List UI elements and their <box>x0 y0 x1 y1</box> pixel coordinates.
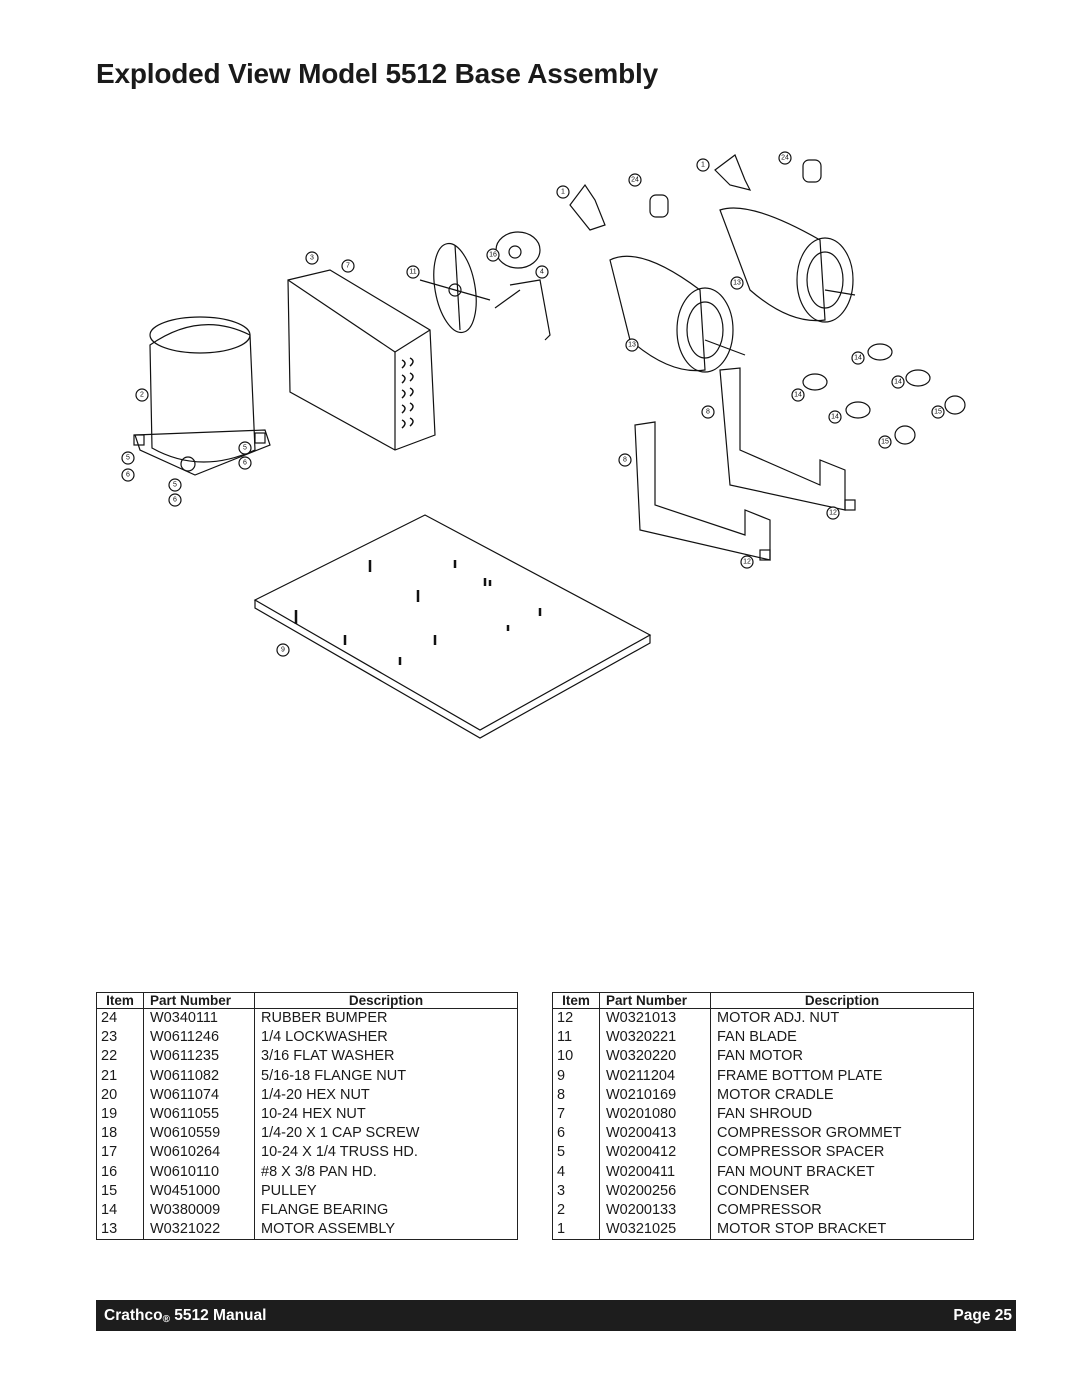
cell-part-number: W0380009 <box>144 1201 255 1220</box>
cell-part-number: W0340111 <box>144 1009 255 1029</box>
svg-text:4: 4 <box>540 268 544 276</box>
cell-description: 1/4-20 X 1 CAP SCREW <box>255 1124 518 1143</box>
cell-part-number: W0201080 <box>600 1105 711 1124</box>
svg-text:14: 14 <box>854 354 862 362</box>
callout-5 <box>239 442 251 454</box>
cell-item: 5 <box>557 1144 566 1161</box>
callout-13 <box>626 339 638 351</box>
fan-motor-drawing <box>495 232 550 340</box>
svg-text:16: 16 <box>489 251 497 259</box>
condenser-drawing <box>288 270 435 450</box>
svg-text:2: 2 <box>140 391 144 399</box>
col-header-item: Item <box>553 993 600 1009</box>
cell-part-number: W0200412 <box>600 1143 711 1162</box>
cell-description: 1/4 LOCKWASHER <box>255 1028 518 1047</box>
cell-item: 14 <box>101 1201 118 1218</box>
cell-item: 3 <box>557 1182 566 1199</box>
callout-12 <box>741 556 753 568</box>
motor-cradle-drawing <box>635 368 845 560</box>
svg-text:1: 1 <box>701 161 705 169</box>
table-row <box>553 1086 974 1105</box>
cell-part-number: W0211204 <box>600 1067 711 1086</box>
callout-5 <box>169 479 181 491</box>
callout-24 <box>629 174 641 186</box>
cell-part-number: W0611082 <box>144 1067 255 1086</box>
svg-text:15: 15 <box>881 438 889 446</box>
callout-8 <box>619 454 631 466</box>
cell-part-number: W0200411 <box>600 1163 711 1182</box>
svg-text:12: 12 <box>829 509 837 517</box>
cell-part-number: W0321025 <box>600 1220 711 1240</box>
col-header-description: Description <box>255 993 518 1009</box>
callout-labels <box>122 152 944 656</box>
table-row <box>553 1028 974 1047</box>
svg-text:12: 12 <box>743 558 751 566</box>
cell-description: COMPRESSOR GROMMET <box>711 1124 974 1143</box>
cell-part-number: W0200133 <box>600 1201 711 1220</box>
callout-14 <box>852 352 864 364</box>
table-row <box>553 1124 974 1143</box>
svg-text:13: 13 <box>628 341 636 349</box>
cell-description: FAN MOUNT BRACKET <box>711 1163 974 1182</box>
cell-description: 10-24 X 1/4 TRUSS HD. <box>255 1143 518 1162</box>
callout-16 <box>487 249 499 261</box>
table-row <box>553 1201 974 1220</box>
cell-item: 13 <box>101 1221 118 1238</box>
cell-part-number: W0451000 <box>144 1182 255 1201</box>
table-header-row <box>97 993 518 1009</box>
callout-6 <box>169 494 181 506</box>
brand-name: Crathco <box>104 1307 163 1324</box>
table-row <box>553 1009 974 1029</box>
cell-description: 10-24 HEX NUT <box>255 1105 518 1124</box>
page-number: Page 25 <box>953 1307 1012 1324</box>
svg-text:11: 11 <box>409 268 417 276</box>
cell-description: MOTOR STOP BRACKET <box>711 1220 974 1240</box>
svg-text:5: 5 <box>173 481 177 489</box>
motor-assembly-drawing <box>610 208 855 372</box>
cell-description: 3/16 FLAT WASHER <box>255 1047 518 1066</box>
cell-part-number: W0611246 <box>144 1028 255 1047</box>
page-footer <box>96 1300 1016 1331</box>
cell-item: 20 <box>101 1086 118 1103</box>
cell-item: 24 <box>101 1010 118 1027</box>
cell-part-number: W0321022 <box>144 1220 255 1240</box>
manual-name: 5512 Manual <box>174 1307 267 1324</box>
col-header-item: Item <box>97 993 144 1009</box>
table-row <box>97 1201 518 1220</box>
table-row <box>553 1105 974 1124</box>
cell-item: 18 <box>101 1125 118 1142</box>
callout-14 <box>892 376 904 388</box>
callout-6 <box>122 469 134 481</box>
table-row <box>553 1182 974 1201</box>
cell-item: 9 <box>557 1067 566 1084</box>
cell-part-number: W0200256 <box>600 1182 711 1201</box>
table-row <box>553 1047 974 1066</box>
cell-part-number: W0611055 <box>144 1105 255 1124</box>
table-row <box>553 1163 974 1182</box>
cell-item: 15 <box>101 1182 118 1199</box>
col-header-part-number: Part Number <box>600 993 711 1009</box>
svg-text:6: 6 <box>126 471 130 479</box>
callout-14 <box>829 411 841 423</box>
table-row <box>97 1047 518 1066</box>
table-row <box>553 1143 974 1162</box>
cell-item: 2 <box>557 1201 566 1218</box>
svg-text:24: 24 <box>631 176 639 184</box>
svg-text:24: 24 <box>781 154 789 162</box>
svg-text:8: 8 <box>623 456 627 464</box>
cell-description: 5/16-18 FLANGE NUT <box>255 1067 518 1086</box>
cell-description: FAN MOTOR <box>711 1047 974 1066</box>
svg-text:6: 6 <box>173 496 177 504</box>
svg-text:5: 5 <box>243 444 247 452</box>
cell-part-number: W0321013 <box>600 1009 711 1029</box>
callout-9 <box>277 644 289 656</box>
table-row <box>97 1220 518 1240</box>
cell-description: FRAME BOTTOM PLATE <box>711 1067 974 1086</box>
table-row <box>97 1182 518 1201</box>
cell-item: 22 <box>101 1048 118 1065</box>
cell-item: 1 <box>557 1221 566 1238</box>
svg-text:15: 15 <box>934 408 942 416</box>
cell-description: RUBBER BUMPER <box>255 1009 518 1029</box>
cell-item: 19 <box>101 1106 118 1123</box>
table-row <box>97 1163 518 1182</box>
cell-description: COMPRESSOR <box>711 1201 974 1220</box>
table-row <box>97 1124 518 1143</box>
callout-2 <box>136 389 148 401</box>
cell-part-number: W0610264 <box>144 1143 255 1162</box>
callout-13 <box>731 277 743 289</box>
table-row <box>97 1009 518 1029</box>
cell-item: 11 <box>557 1029 573 1046</box>
cell-item: 16 <box>101 1163 118 1180</box>
cell-description: MOTOR ASSEMBLY <box>255 1220 518 1240</box>
cell-item: 4 <box>557 1163 566 1180</box>
callout-1 <box>557 186 569 198</box>
parts-table-left <box>96 992 518 1240</box>
table-row <box>553 1220 974 1240</box>
cell-description: MOTOR CRADLE <box>711 1086 974 1105</box>
svg-text:6: 6 <box>243 459 247 467</box>
table-row <box>97 1028 518 1047</box>
cell-description: FLANGE BEARING <box>255 1201 518 1220</box>
cell-item: 6 <box>557 1125 566 1142</box>
cell-description: #8 X 3/8 PAN HD. <box>255 1163 518 1182</box>
callout-8 <box>702 406 714 418</box>
cell-item: 8 <box>557 1086 566 1103</box>
callout-15 <box>932 406 944 418</box>
registered-mark: ® <box>162 1314 170 1325</box>
parts-table-right <box>552 992 974 1240</box>
table-row <box>97 1067 518 1086</box>
cell-description: 1/4-20 HEX NUT <box>255 1086 518 1105</box>
callout-3 <box>306 252 318 264</box>
svg-text:5: 5 <box>126 454 130 462</box>
cell-item: 12 <box>557 1010 574 1027</box>
callout-15 <box>879 436 891 448</box>
cell-part-number: W0320220 <box>600 1047 711 1066</box>
cell-part-number: W0610559 <box>144 1124 255 1143</box>
table-row <box>97 1105 518 1124</box>
exploded-view-diagram <box>100 130 980 770</box>
cell-item: 10 <box>557 1048 574 1065</box>
table-row <box>97 1086 518 1105</box>
cell-description: PULLEY <box>255 1182 518 1201</box>
callout-6 <box>239 457 251 469</box>
svg-text:1: 1 <box>561 188 565 196</box>
callout-24 <box>779 152 791 164</box>
page-title: Exploded View Model 5512 Base Assembly <box>96 58 658 89</box>
svg-text:14: 14 <box>794 391 802 399</box>
footer-brand <box>104 1307 266 1325</box>
callout-14 <box>792 389 804 401</box>
cell-description: FAN SHROUD <box>711 1105 974 1124</box>
callout-7 <box>342 260 354 272</box>
svg-text:8: 8 <box>706 408 710 416</box>
fan-blade-drawing <box>420 240 490 336</box>
table-row <box>553 1067 974 1086</box>
frame-bottom-plate-drawing <box>255 515 650 738</box>
cell-description: COMPRESSOR SPACER <box>711 1143 974 1162</box>
cell-part-number: W0210169 <box>600 1086 711 1105</box>
svg-text:7: 7 <box>346 262 350 270</box>
svg-text:14: 14 <box>894 378 902 386</box>
cell-part-number: W0320221 <box>600 1028 711 1047</box>
cell-item: 7 <box>557 1106 566 1123</box>
cell-description: FAN BLADE <box>711 1028 974 1047</box>
col-header-part-number: Part Number <box>144 993 255 1009</box>
svg-text:14: 14 <box>831 413 839 421</box>
table-row <box>97 1143 518 1162</box>
svg-text:9: 9 <box>281 646 285 654</box>
col-header-description: Description <box>711 993 974 1009</box>
cell-description: MOTOR ADJ. NUT <box>711 1009 974 1029</box>
svg-text:3: 3 <box>310 254 314 262</box>
cell-item: 23 <box>101 1029 118 1046</box>
table-header-row <box>553 993 974 1009</box>
cell-item: 21 <box>101 1067 118 1084</box>
callout-1 <box>697 159 709 171</box>
callout-5 <box>122 452 134 464</box>
callout-12 <box>827 507 839 519</box>
cell-description: CONDENSER <box>711 1182 974 1201</box>
svg-text:13: 13 <box>733 279 741 287</box>
cell-part-number: W0611235 <box>144 1047 255 1066</box>
callout-4 <box>536 266 548 278</box>
cell-part-number: W0610110 <box>144 1163 255 1182</box>
cell-item: 17 <box>101 1144 118 1161</box>
callout-11 <box>407 266 419 278</box>
cell-part-number: W0611074 <box>144 1086 255 1105</box>
cell-part-number: W0200413 <box>600 1124 711 1143</box>
